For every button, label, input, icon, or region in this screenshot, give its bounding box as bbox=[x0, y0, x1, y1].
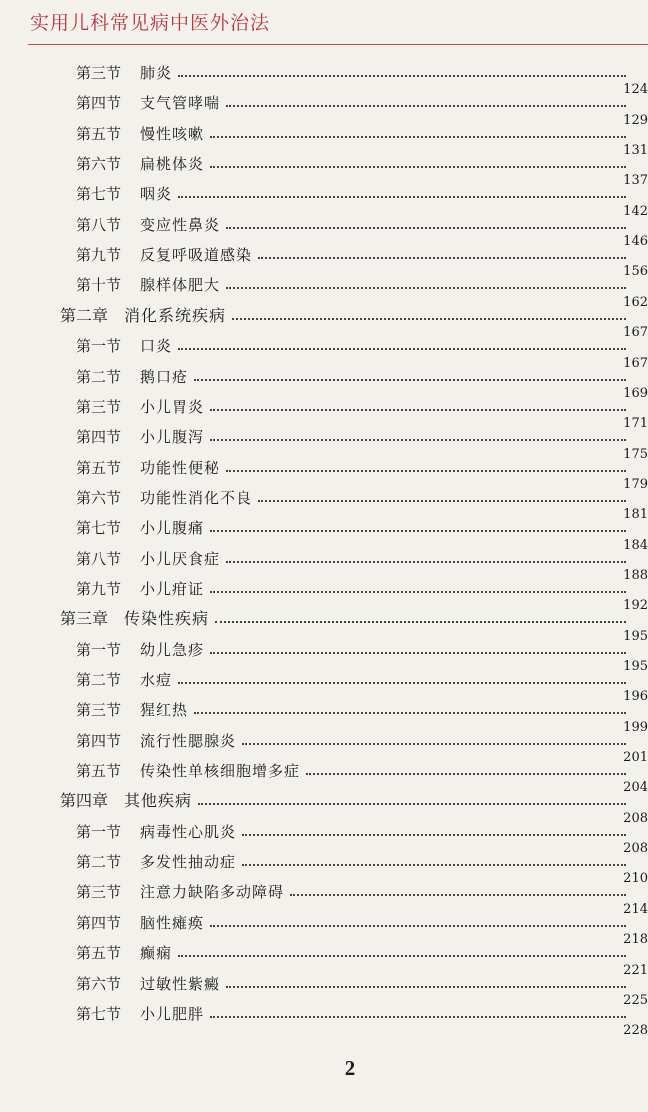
toc-chapter-row bbox=[0, 598, 648, 634]
section-title: 小儿肥胖 bbox=[140, 1004, 205, 1023]
section-number: 第七节 bbox=[76, 185, 122, 204]
chapter-title: 其他疾病 bbox=[124, 791, 193, 811]
chapter-number: 第三章 bbox=[60, 609, 109, 629]
toc-section-row bbox=[0, 325, 648, 361]
toc-section-row bbox=[0, 82, 648, 118]
toc-section-row bbox=[0, 112, 648, 149]
page-ref: 181 bbox=[623, 507, 648, 523]
dot-leader bbox=[210, 136, 626, 138]
page-ref: 131 bbox=[623, 143, 648, 159]
section-number: 第五节 bbox=[76, 944, 122, 963]
page-ref: 124 bbox=[623, 82, 648, 98]
page-ref: 208 bbox=[623, 810, 648, 826]
section-number: 第六节 bbox=[76, 488, 122, 507]
dot-leader bbox=[210, 409, 626, 411]
toc-section-row bbox=[0, 416, 648, 452]
page-ref: 221 bbox=[623, 962, 648, 978]
dot-leader bbox=[226, 561, 626, 563]
dot-leader bbox=[178, 75, 626, 77]
section-title: 肺炎 bbox=[140, 64, 173, 82]
running-header: 实用儿科常见病中医外治法 bbox=[30, 12, 271, 34]
section-title: 幼儿急疹 bbox=[140, 640, 205, 659]
section-title: 变应性鼻炎 bbox=[140, 215, 221, 234]
section-title: 功能性便秘 bbox=[140, 458, 221, 477]
dot-leader bbox=[242, 743, 626, 745]
section-title: 小儿腹痛 bbox=[140, 519, 205, 538]
dot-leader bbox=[198, 803, 626, 805]
section-title: 注意力缺陷多动障碍 bbox=[140, 883, 285, 902]
section-number: 第七节 bbox=[76, 519, 122, 538]
section-title: 流行性腮腺炎 bbox=[140, 731, 237, 750]
page-ref: 171 bbox=[623, 416, 648, 432]
toc-section-row bbox=[0, 355, 648, 392]
dot-leader bbox=[258, 500, 626, 502]
dot-leader bbox=[178, 682, 626, 684]
section-number: 第二节 bbox=[76, 367, 122, 386]
page-ref: 137 bbox=[623, 173, 648, 189]
section-number: 第二节 bbox=[76, 853, 122, 872]
dot-leader bbox=[306, 773, 626, 775]
toc-section-row bbox=[0, 871, 648, 907]
section-number: 第三节 bbox=[76, 397, 122, 416]
section-title: 癫痫 bbox=[140, 944, 173, 963]
toc-section-row bbox=[0, 567, 648, 604]
section-number: 第一节 bbox=[76, 640, 122, 659]
section-title: 腺样体肥大 bbox=[140, 276, 221, 295]
section-title: 鹅口疮 bbox=[140, 367, 189, 386]
section-title: 猩红热 bbox=[140, 701, 189, 720]
section-number: 第五节 bbox=[76, 458, 122, 477]
section-number: 第八节 bbox=[76, 549, 122, 568]
section-number: 第六节 bbox=[76, 155, 122, 174]
page-ref: 175 bbox=[623, 446, 648, 462]
section-title: 多发性抽动症 bbox=[140, 853, 237, 872]
toc-section-row bbox=[0, 719, 648, 756]
dot-leader bbox=[215, 621, 626, 623]
section-number: 第一节 bbox=[76, 337, 122, 356]
toc-section-row bbox=[0, 841, 648, 877]
toc-section-row bbox=[0, 659, 648, 695]
dot-leader bbox=[226, 470, 626, 472]
dot-leader bbox=[178, 348, 626, 350]
toc-section-row bbox=[0, 385, 648, 422]
section-number: 第四节 bbox=[76, 731, 122, 750]
page-ref: 167 bbox=[623, 325, 648, 341]
dot-leader bbox=[210, 166, 626, 168]
page-ref: 204 bbox=[623, 780, 648, 796]
section-title: 口炎 bbox=[140, 337, 173, 356]
section-title: 功能性消化不良 bbox=[140, 488, 253, 507]
page-ref: 188 bbox=[623, 567, 648, 583]
toc-section-row bbox=[0, 203, 648, 240]
section-number: 第四节 bbox=[76, 94, 122, 113]
page-ref: 201 bbox=[623, 750, 648, 766]
page-ref: 195 bbox=[623, 659, 648, 674]
section-number: 第五节 bbox=[76, 124, 122, 143]
toc-section-row bbox=[0, 446, 648, 483]
section-number: 第二节 bbox=[76, 671, 122, 689]
chapter-title: 消化系统疾病 bbox=[124, 305, 227, 325]
section-number: 第五节 bbox=[76, 762, 122, 781]
chapter-number: 第二章 bbox=[60, 305, 109, 325]
chapter-title: 传染性疾病 bbox=[124, 609, 210, 629]
page-ref: 225 bbox=[623, 992, 648, 1008]
section-title: 水痘 bbox=[140, 671, 173, 689]
page-ref: 195 bbox=[623, 628, 648, 644]
toc-section-row bbox=[0, 750, 648, 786]
section-title: 扁桃体炎 bbox=[140, 155, 205, 174]
page-ref: 184 bbox=[623, 537, 648, 553]
chapter-number: 第四章 bbox=[60, 791, 109, 811]
section-title: 支气管哮喘 bbox=[140, 94, 221, 113]
dot-leader bbox=[194, 379, 626, 381]
toc-section-row bbox=[0, 537, 648, 574]
toc-chapter-row bbox=[0, 780, 648, 816]
section-title: 慢性咳嗽 bbox=[140, 124, 205, 143]
toc-section-row bbox=[0, 810, 648, 847]
dot-leader bbox=[178, 955, 626, 957]
dot-leader bbox=[210, 652, 626, 654]
page-ref: 167 bbox=[623, 355, 648, 371]
dot-leader bbox=[258, 257, 626, 259]
page-ref: 142 bbox=[623, 203, 648, 219]
dot-leader bbox=[232, 318, 626, 320]
toc-section-row bbox=[0, 628, 648, 665]
toc-section-row bbox=[0, 58, 648, 88]
section-number: 第四节 bbox=[76, 913, 122, 932]
dot-leader bbox=[210, 1016, 626, 1018]
section-title: 小儿厌食症 bbox=[140, 549, 221, 568]
page-ref: 199 bbox=[623, 719, 648, 735]
page-ref: 210 bbox=[623, 871, 648, 887]
dot-leader bbox=[290, 894, 626, 896]
section-number: 第三节 bbox=[76, 883, 122, 902]
toc-section-row bbox=[0, 992, 648, 1029]
toc-section-row bbox=[0, 173, 648, 209]
section-title: 反复呼吸道感染 bbox=[140, 246, 253, 265]
section-title: 脑性瘫痪 bbox=[140, 913, 205, 932]
section-number: 第十节 bbox=[76, 276, 122, 295]
section-title: 过敏性紫癜 bbox=[140, 974, 221, 993]
section-number: 第三节 bbox=[76, 701, 122, 720]
page-ref: 162 bbox=[623, 294, 648, 310]
section-number: 第六节 bbox=[76, 974, 122, 993]
toc-section-row bbox=[0, 932, 648, 968]
toc-chapter-row bbox=[0, 294, 648, 331]
toc-section-row bbox=[0, 962, 648, 999]
page-ref: 208 bbox=[623, 841, 648, 857]
dot-leader bbox=[242, 834, 626, 836]
page-ref: 179 bbox=[623, 476, 648, 492]
page-ref: 228 bbox=[623, 1023, 648, 1039]
dot-leader bbox=[226, 227, 626, 229]
dot-leader bbox=[210, 591, 626, 593]
section-title: 传染性单核细胞增多症 bbox=[140, 762, 301, 781]
dot-leader bbox=[226, 986, 626, 988]
page-ref: 156 bbox=[623, 264, 648, 280]
dot-leader bbox=[210, 925, 626, 927]
section-title: 小儿胃炎 bbox=[140, 397, 205, 416]
toc-section-row bbox=[0, 234, 648, 270]
section-number: 第一节 bbox=[76, 822, 122, 841]
header-rule bbox=[28, 44, 648, 45]
section-number: 第九节 bbox=[76, 579, 122, 598]
section-title: 病毒性心肌炎 bbox=[140, 822, 237, 841]
page-ref: 218 bbox=[623, 932, 648, 948]
toc-section-row bbox=[0, 689, 648, 725]
section-number: 第三节 bbox=[76, 64, 122, 82]
dot-leader bbox=[178, 196, 626, 198]
page-ref: 214 bbox=[623, 901, 648, 917]
page-ref: 192 bbox=[623, 598, 648, 614]
toc-section-row bbox=[0, 507, 648, 543]
section-number: 第七节 bbox=[76, 1004, 122, 1023]
page-ref: 129 bbox=[623, 112, 648, 128]
dot-leader bbox=[226, 105, 626, 107]
toc-section-row bbox=[0, 264, 648, 300]
page-ref: 196 bbox=[623, 689, 648, 705]
dot-leader bbox=[210, 439, 626, 441]
page-ref: 146 bbox=[623, 234, 648, 250]
toc-section-row bbox=[0, 143, 648, 179]
section-number: 第八节 bbox=[76, 215, 122, 234]
dot-leader bbox=[226, 287, 626, 289]
section-title: 咽炎 bbox=[140, 185, 173, 204]
dot-leader bbox=[242, 864, 626, 866]
section-title: 小儿疳证 bbox=[140, 579, 205, 598]
section-number: 第九节 bbox=[76, 246, 122, 265]
page-number: 2 bbox=[344, 1056, 356, 1080]
toc-section-row bbox=[0, 476, 648, 513]
section-number: 第四节 bbox=[76, 428, 122, 447]
dot-leader bbox=[210, 530, 626, 532]
page-ref: 169 bbox=[623, 385, 648, 401]
section-title: 小儿腹泻 bbox=[140, 428, 205, 447]
toc-section-row bbox=[0, 901, 648, 938]
dot-leader bbox=[194, 712, 626, 714]
